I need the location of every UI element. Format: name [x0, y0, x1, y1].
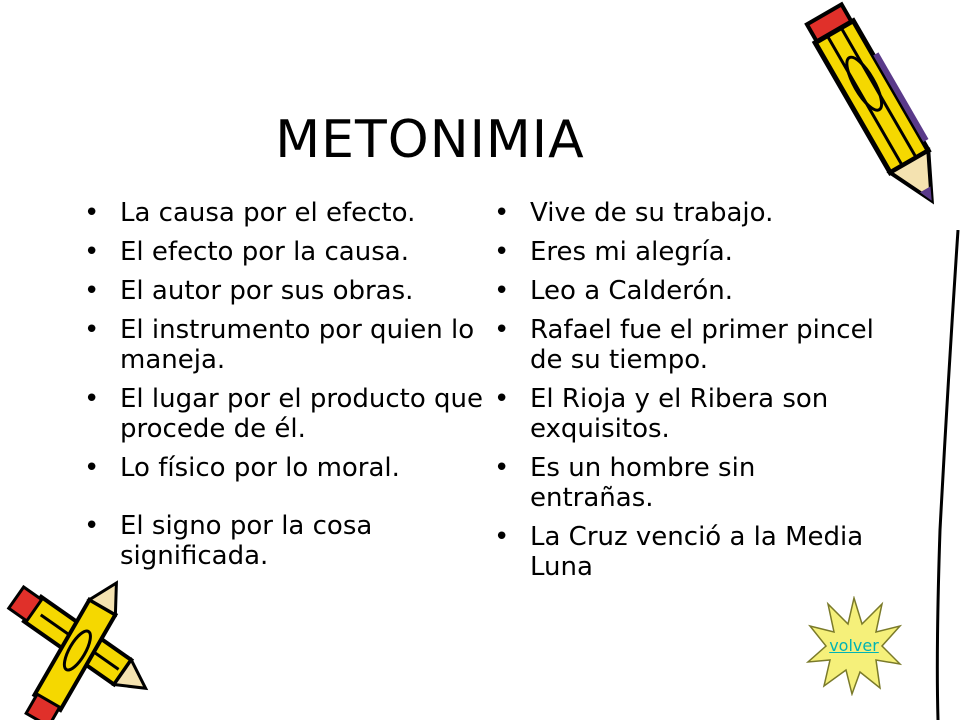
bullet-icon: •	[84, 453, 100, 483]
metonymy-type-text: El autor por sus obras.	[120, 276, 414, 306]
bullet-icon: •	[84, 276, 100, 306]
bullet-icon: •	[84, 315, 100, 345]
metonymy-example-text: La Cruz venció a la Media Luna	[530, 522, 864, 582]
bullet-icon: •	[494, 276, 510, 306]
metonymy-type-item	[84, 511, 484, 571]
metonymy-example-text: Eres mi alegría.	[530, 237, 733, 267]
metonymy-example-text: Leo a Calderón.	[530, 276, 733, 306]
metonymy-type-item	[84, 237, 484, 267]
metonymy-type-item	[84, 453, 484, 483]
metonymy-example-item	[494, 276, 874, 306]
metonymy-example-text: El Rioja y el Ribera son exquisitos.	[530, 384, 829, 444]
metonymy-types-list	[84, 198, 484, 580]
metonymy-type-item	[84, 315, 484, 375]
metonymy-example-item	[494, 522, 874, 582]
bullet-icon: •	[84, 198, 100, 228]
bullet-icon: •	[494, 522, 510, 552]
bullet-icon: •	[494, 384, 510, 414]
bullet-icon: •	[494, 198, 510, 228]
metonymy-type-text: El signo por la cosa significada.	[120, 511, 373, 571]
metonymy-type-text: Lo físico por lo moral.	[120, 453, 400, 483]
metonymy-example-item	[494, 315, 874, 375]
bullet-icon: •	[494, 315, 510, 345]
bullet-icon: •	[494, 453, 510, 483]
pencil-line-decoration	[918, 230, 960, 720]
metonymy-type-text: El instrumento por quien lo maneja.	[120, 315, 475, 375]
metonymy-example-text: Rafael fue el primer pincel de su tiempo.	[530, 315, 874, 375]
bullet-icon: •	[84, 237, 100, 267]
metonymy-type-text: El lugar por el producto que procede de él.	[120, 384, 484, 444]
metonymy-type-item	[84, 384, 484, 444]
bullet-icon: •	[84, 384, 100, 414]
crossed-pencils-clipart-icon	[0, 572, 160, 720]
metonymy-example-text: Vive de su trabajo.	[530, 198, 774, 228]
metonymy-example-item	[494, 453, 874, 513]
metonymy-example-item	[494, 237, 874, 267]
metonymy-example-text: Es un hombre sin entrañas.	[530, 453, 756, 513]
slide-title: METONIMIA	[275, 110, 585, 170]
metonymy-example-item	[494, 198, 874, 228]
metonymy-type-text: El efecto por la causa.	[120, 237, 409, 267]
bullet-icon: •	[494, 237, 510, 267]
metonymy-example-item	[494, 384, 874, 444]
metonymy-type-item	[84, 276, 484, 306]
metonymy-type-text: La causa por el efecto.	[120, 198, 416, 228]
metonymy-type-item	[84, 198, 484, 228]
volver-link[interactable]: volver	[829, 636, 879, 655]
metonymy-examples-list	[494, 198, 874, 591]
bullet-icon: •	[84, 511, 100, 541]
